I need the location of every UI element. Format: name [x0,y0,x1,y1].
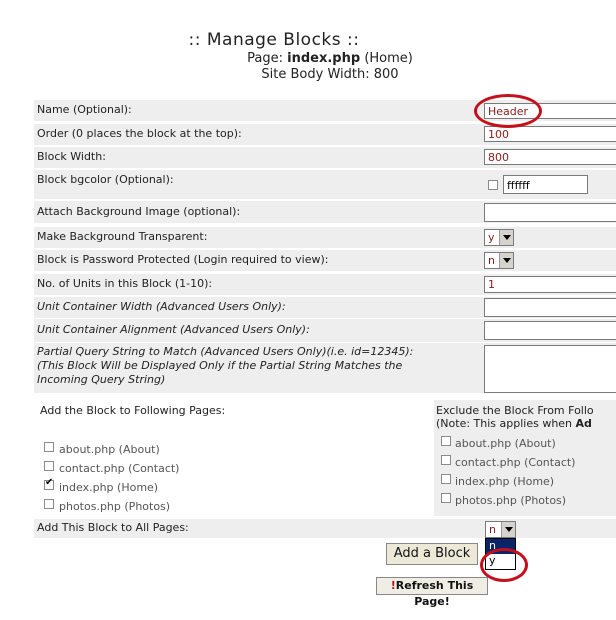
exclude-page-label-contact: contact.php (Contact) [455,456,576,469]
query-field[interactable] [484,345,616,393]
transparent-label: Make Background Transparent: [37,230,208,243]
all-pages-label: Add This Block to All Pages: [37,521,189,534]
transparent-select[interactable] [484,229,514,246]
add-page-label-about: about.php (About) [59,443,160,456]
add-page-checkbox-index[interactable] [44,480,54,490]
add-page-checkbox-contact[interactable] [44,461,54,471]
exclude-pages-heading: Exclude the Block From Follo [436,404,594,417]
password-value: n [488,254,495,267]
exclude-page-checkbox-index[interactable] [441,474,451,484]
password-label: Block is Password Protected (Login required to view): [37,253,329,266]
exclude-page-label-about: about.php (About) [455,437,556,450]
all-pages-row [34,519,616,538]
site-width [130,67,530,82]
transparent-value: y [488,231,495,244]
query-label-1: Partial Query String to Match (Advanced Users Only)(i.e. id=12345): [37,345,414,358]
bgcolor-label: Block bgcolor (Optional): [37,173,174,186]
refresh-label: Refresh This Page! [395,579,474,608]
exclude-page-checkbox-photos[interactable] [441,493,451,503]
exclude-page-label-index: index.php (Home) [455,475,555,488]
bgcolor-field[interactable]: ffffff [503,175,588,194]
exclude-note-bold: Ad [575,417,592,430]
page-subtitle [130,51,530,66]
dropdown-option-n[interactable]: n [486,539,515,554]
add-pages-heading: Add the Block to Following Pages: [40,404,226,417]
annotation-circle-dropdown [480,548,528,582]
all-pages-select[interactable] [485,521,516,538]
name-field[interactable]: Header [484,103,616,119]
exclude-page-label-photos: photos.php (Photos) [455,494,567,507]
password-select[interactable] [484,252,514,269]
container-width-label: Unit Container Width (Advanced Users Only): [37,300,286,313]
page-name: (Home) [364,51,413,66]
annotation-circle-name [474,94,542,128]
refresh-page-button[interactable] [376,577,488,608]
refresh-mark: ! [390,579,396,592]
site-width-label: Site Body Width: [261,67,370,82]
chevron-down-icon [499,253,513,268]
exclude-note-text: (Note: This applies when [436,417,573,430]
chevron-down-icon [499,230,513,245]
container-align-field[interactable] [484,321,616,340]
page-file: index.php [287,51,361,66]
add-block-button[interactable]: Add a Block [386,543,478,565]
add-page-checkbox-about[interactable] [44,442,54,452]
container-width-field[interactable] [484,298,616,317]
page-title: :: Manage Blocks :: [188,30,360,50]
units-field[interactable]: 1 [484,276,616,293]
bgimage-field[interactable] [484,203,616,222]
all-pages-value: n [489,523,496,536]
add-page-checkbox-photos[interactable] [44,499,54,509]
add-page-label-photos: photos.php (Photos) [59,500,171,513]
transparent-row [34,227,616,248]
exclude-pages-note [436,417,592,430]
name-label: Name (Optional): [37,103,132,116]
page-prefix: Page: [247,51,283,66]
add-page-label-contact: contact.php (Contact) [59,462,180,475]
container-align-label: Unit Container Alignment (Advanced Users Only): [37,323,310,336]
query-label-3: Incoming Query String) [37,373,166,386]
bgimage-label: Attach Background Image (optional): [37,205,241,218]
width-field[interactable]: 800 [484,149,616,165]
bgcolor-checkbox[interactable] [488,180,498,190]
chevron-down-icon [501,522,515,537]
dropdown-option-y[interactable]: y [489,554,496,567]
site-width-value: 800 [373,67,399,82]
units-label: No. of Units in this Block (1-10): [37,277,213,290]
query-label-2: (This Block Will be Displayed Only if the Partial String Matches the [37,359,403,372]
password-row [34,250,616,271]
order-label: Order (0 places the block at the top): [37,127,242,140]
order-field[interactable]: 100 [484,126,616,142]
exclude-page-checkbox-contact[interactable] [441,455,451,465]
add-page-label-index: index.php (Home) [59,481,159,494]
exclude-page-checkbox-about[interactable] [441,436,451,446]
width-label: Block Width: [37,150,106,163]
